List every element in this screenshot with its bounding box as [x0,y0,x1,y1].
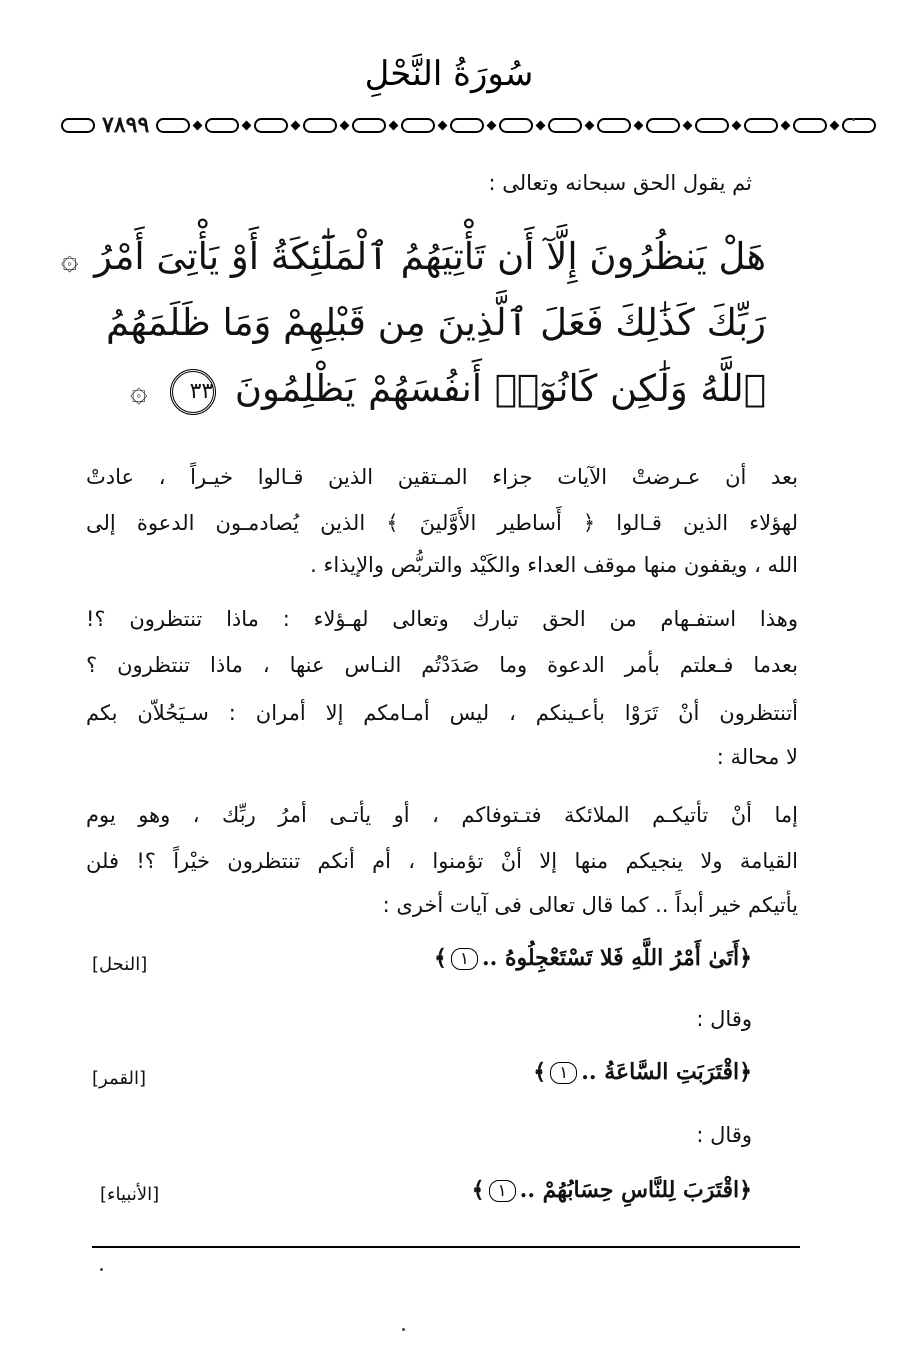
quote-1-close: ﴾ [433,945,447,971]
connector-1: وقال : [696,1007,752,1031]
paragraph-1-line-1: بعد أن عـرضتْ الآيات جزاء المـتقين الذين قـالوا خيـراً ، عادتْ [86,465,798,489]
quote-2-text: ﴿اقْتَرَبَتِ السَّاعَةُ .. [581,1059,752,1085]
verse-line-2 [105,290,766,356]
paragraph-2-line-3: أتنتظرون أنْ تَرَوْا بأعـينكم ، ليس أمـامكم إلا أمران : سـيَحُلاّن بكم [86,701,798,725]
quote-3 [472,1174,752,1206]
ornament-chain-right [155,118,877,133]
paragraph-1-line-2: لهؤلاء الذين قـالوا ﴿ أَساطير الأَوَّلينَ ﴾ الذين يُصادمـون الدعوة إلى [86,511,798,535]
ornament-diamond [830,120,840,130]
paragraph-2-line-4: لا محالة : [716,745,798,769]
ornament-oval [597,118,631,133]
quote-3-reference: [الأنبياء] [100,1184,160,1205]
ornament-oval [842,118,876,133]
scan-speck [852,118,855,121]
ornament-diamond [683,120,693,130]
ornament-diamond [193,120,203,130]
paragraph-1-line-3: الله ، ويقفون منها موقف العداء والكَيْد والتربُّص والإيذاء . [310,553,798,577]
verse-open-ornament-icon: ۞ [60,241,79,277]
ornament-oval [744,118,778,133]
ornament-diamond [438,120,448,130]
ornament-diamond [585,120,595,130]
ayah-number-badge: ٣٣ [170,369,216,415]
ornament-oval [205,118,239,133]
verse-text-3: ٱللَّهُ وَلَٰكِن كَانُوٓا۟ أَنفُسَهُمْ يَظْلِمُونَ [234,367,766,410]
paragraph-2-line-1: وهذا استفـهام من الحق تبارك وتعالى لهـؤلاء : ماذا تنتظرون ؟! [86,607,798,631]
quote-2-number: ١ [550,1062,577,1084]
footer-divider [92,1246,800,1248]
ornament-diamond [732,120,742,130]
quote-1 [434,942,752,974]
ornament-diamond [242,120,252,130]
ornament-oval [695,118,729,133]
verse-line-1 [60,224,766,293]
paragraph-2-line-2: بعدما فـعلتم بأمر الدعوة وما صَدَدْتُم النـاس عنها ، ماذا تنتظرون ؟ [86,653,798,677]
quote-2-reference: [القمر] [92,1068,146,1089]
paragraph-3-line-1: إما أنْ تأتيكـم الملائكة فتـتوفاكم ، أو يأتـى أمرُ ربِّك ، وهو يوم [86,803,798,827]
ornament-diamond [340,120,350,130]
paragraph-3-line-2: القيامة ولا ينجيكم منها إلا أنْ تؤمنوا ، أم أنكم تنتظرون خيْراً ؟! فلن [86,849,798,873]
ornament-oval [352,118,386,133]
ornament-oval [646,118,680,133]
quote-1-text: ﴿أَتَىٰ أَمْرُ اللَّهِ فَلا تَسْتَعْجِلُوهُ .. [481,945,752,971]
scan-speck [402,1328,405,1331]
ornament-diamond [487,120,497,130]
quote-3-number: ١ [489,1180,516,1202]
verse-close-ornament-icon: ۞ [130,373,148,409]
ornament-oval [156,118,190,133]
verse-text-2: رَبِّكَ كَذَٰلِكَ فَعَلَ ٱلَّذِينَ مِن قَبْلِهِمْ وَمَا ظَلَمَهُمُ [105,301,766,344]
ornament-oval [499,118,533,133]
paragraph-3-line-3: يأتيكم خير أبداً .. كما قال تعالى فى آيات أخرى : [382,893,798,917]
quote-2-close: ﴾ [533,1059,547,1085]
ornament-oval [548,118,582,133]
ornament-chain-left [60,118,96,133]
quote-3-text: ﴿اقْتَرَبَ لِلنَّاسِ حِسَابُهُمْ .. [519,1177,752,1203]
ornament-oval [401,118,435,133]
page-number: ٧٨٩٩ [102,112,150,138]
ornament-oval [793,118,827,133]
scan-speck [100,1268,103,1271]
ornament-diamond [536,120,546,130]
quote-1-number: ١ [451,948,478,970]
quote-3-close: ﴾ [471,1177,485,1203]
connector-2: وقال : [696,1123,752,1147]
quote-1-reference: [النحل] [92,954,148,975]
ornament-diamond [781,120,791,130]
intro-line: ثم يقول الحق سبحانه وتعالى : [488,171,752,195]
verse-text-1: هَلْ يَنظُرُونَ إِلَّآ أَن تَأْتِيَهُمُ ٱلْمَلَٰٓئِكَةُ أَوْ يَأْتِىَ أَمْرُ [94,235,766,278]
verse-line-3 [126,356,766,425]
surah-title: سُورَةُ النَّحْلِ [364,54,534,94]
ornament-diamond [634,120,644,130]
ornament-oval [450,118,484,133]
quote-2 [533,1056,752,1088]
ornament-oval [303,118,337,133]
ornament-oval [254,118,288,133]
header-ornament-rule [60,112,826,138]
ornament-diamond [291,120,301,130]
ornament-diamond [389,120,399,130]
